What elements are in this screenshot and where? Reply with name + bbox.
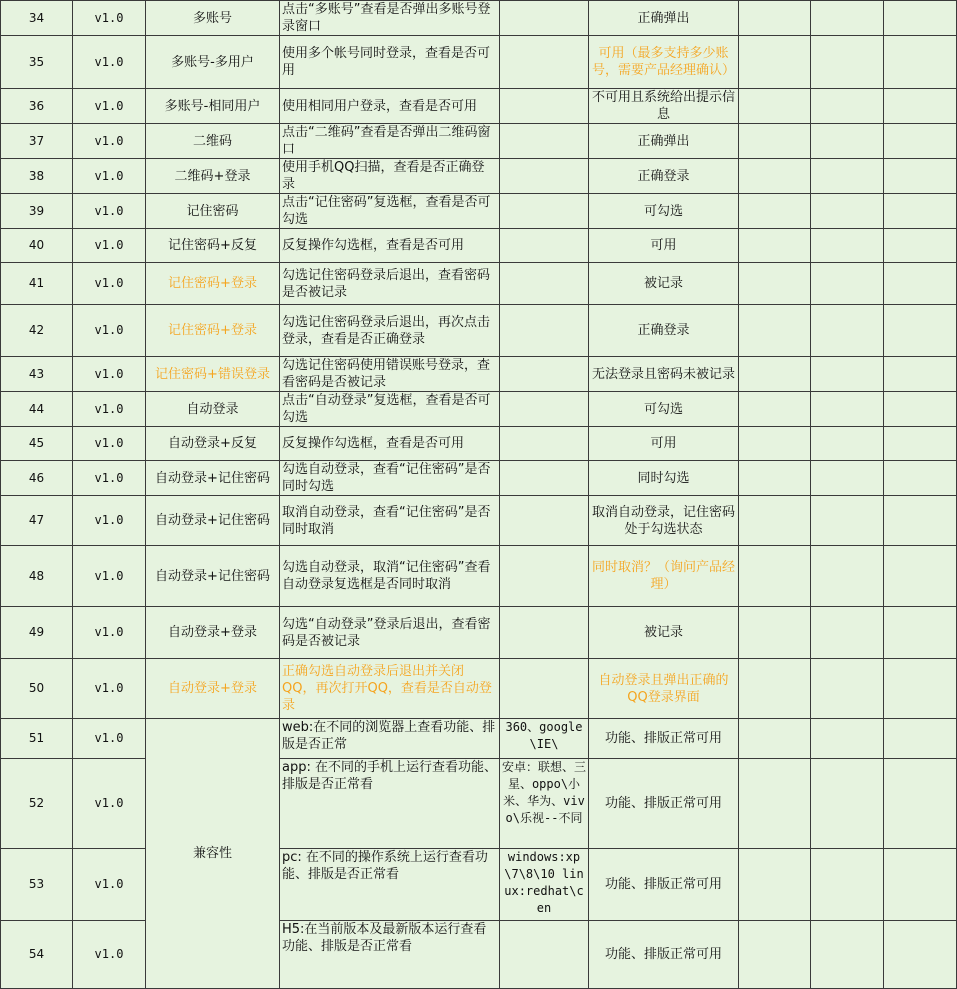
expected-result-cell: 被记录 bbox=[589, 263, 739, 305]
test-description-cell: 使用相同用户登录，查看是否可用 bbox=[280, 89, 500, 124]
test-item-cell: 自动登录+记住密码 bbox=[146, 546, 280, 607]
version-cell: v1.0 bbox=[73, 263, 146, 305]
empty-cell bbox=[739, 392, 811, 427]
environment-cell bbox=[500, 124, 589, 159]
table-row bbox=[1, 461, 957, 496]
test-item-cell: 自动登录 bbox=[146, 392, 280, 427]
version-cell: v1.0 bbox=[73, 607, 146, 659]
test-description-cell: 点击“记住密码”复选框，查看是否可勾选 bbox=[280, 194, 500, 229]
empty-cell bbox=[884, 921, 957, 989]
empty-cell bbox=[739, 461, 811, 496]
empty-cell bbox=[739, 194, 811, 229]
test-description-cell: 使用手机QQ扫描，查看是否正确登录 bbox=[280, 159, 500, 194]
test-item-cell: 二维码+登录 bbox=[146, 159, 280, 194]
expected-result-cell: 正确登录 bbox=[589, 159, 739, 194]
test-description-cell: 勾选自动登录，查看“记住密码”是否同时勾选 bbox=[280, 461, 500, 496]
empty-cell bbox=[739, 921, 811, 989]
environment-cell bbox=[500, 229, 589, 263]
version-cell: v1.0 bbox=[73, 719, 146, 759]
version-cell: v1.0 bbox=[73, 305, 146, 357]
table-row bbox=[1, 719, 957, 759]
case-number-cell: 44 bbox=[1, 392, 73, 427]
test-description-cell: 点击“自动登录”复选框，查看是否可勾选 bbox=[280, 392, 500, 427]
case-number-cell: 40 bbox=[1, 229, 73, 263]
empty-cell bbox=[811, 921, 884, 989]
test-description-cell: 使用多个帐号同时登录，查看是否可用 bbox=[280, 36, 500, 89]
environment-cell bbox=[500, 357, 589, 392]
environment-cell bbox=[500, 427, 589, 461]
expected-result-cell: 自动登录且弹出正确的QQ登录界面 bbox=[589, 659, 739, 719]
table-row bbox=[1, 607, 957, 659]
empty-cell bbox=[811, 229, 884, 263]
case-number-cell: 53 bbox=[1, 849, 73, 921]
table-row bbox=[1, 659, 957, 719]
case-number-cell: 49 bbox=[1, 607, 73, 659]
test-item-cell: 记住密码+登录 bbox=[146, 305, 280, 357]
empty-cell bbox=[811, 124, 884, 159]
expected-result-cell: 无法登录且密码未被记录 bbox=[589, 357, 739, 392]
case-number-cell: 46 bbox=[1, 461, 73, 496]
environment-cell: 安卓：联想、三星、oppo\小米、华为、vivo\乐视--不同 bbox=[500, 759, 589, 849]
environment-cell: 360、google\IE\ bbox=[500, 719, 589, 759]
version-cell: v1.0 bbox=[73, 229, 146, 263]
empty-cell bbox=[811, 194, 884, 229]
table-row bbox=[1, 1, 957, 36]
empty-cell bbox=[739, 759, 811, 849]
expected-result-cell: 正确登录 bbox=[589, 305, 739, 357]
empty-cell bbox=[739, 719, 811, 759]
case-number-cell: 34 bbox=[1, 1, 73, 36]
test-item-cell: 自动登录+登录 bbox=[146, 659, 280, 719]
empty-cell bbox=[739, 849, 811, 921]
version-cell: v1.0 bbox=[73, 759, 146, 849]
empty-cell bbox=[811, 427, 884, 461]
empty-cell bbox=[739, 659, 811, 719]
empty-cell bbox=[884, 229, 957, 263]
case-number-cell: 42 bbox=[1, 305, 73, 357]
empty-cell bbox=[811, 357, 884, 392]
environment-cell bbox=[500, 194, 589, 229]
table-row bbox=[1, 124, 957, 159]
empty-cell bbox=[739, 159, 811, 194]
expected-result-cell: 可勾选 bbox=[589, 194, 739, 229]
version-cell: v1.0 bbox=[73, 159, 146, 194]
empty-cell bbox=[884, 546, 957, 607]
empty-cell bbox=[739, 1, 811, 36]
empty-cell bbox=[884, 357, 957, 392]
expected-result-cell: 正确弹出 bbox=[589, 1, 739, 36]
test-item-cell: 二维码 bbox=[146, 124, 280, 159]
table-row bbox=[1, 392, 957, 427]
table-row bbox=[1, 759, 957, 849]
environment-cell bbox=[500, 461, 589, 496]
test-item-cell: 多账号-相同用户 bbox=[146, 89, 280, 124]
test-item-cell: 兼容性 bbox=[146, 719, 280, 989]
empty-cell bbox=[811, 263, 884, 305]
test-description-cell: 反复操作勾选框，查看是否可用 bbox=[280, 427, 500, 461]
version-cell: v1.0 bbox=[73, 357, 146, 392]
table-row bbox=[1, 89, 957, 124]
table-row bbox=[1, 263, 957, 305]
case-number-cell: 39 bbox=[1, 194, 73, 229]
test-item-cell: 自动登录+反复 bbox=[146, 427, 280, 461]
empty-cell bbox=[884, 194, 957, 229]
empty-cell bbox=[884, 159, 957, 194]
version-cell: v1.0 bbox=[73, 89, 146, 124]
case-number-cell: 37 bbox=[1, 124, 73, 159]
environment-cell bbox=[500, 546, 589, 607]
expected-result-cell: 同时取消？（询问产品经理） bbox=[589, 546, 739, 607]
table-row bbox=[1, 496, 957, 546]
version-cell: v1.0 bbox=[73, 659, 146, 719]
empty-cell bbox=[739, 607, 811, 659]
environment-cell bbox=[500, 89, 589, 124]
test-item-cell: 记住密码+登录 bbox=[146, 263, 280, 305]
table-row bbox=[1, 357, 957, 392]
test-description-cell: 勾选自动登录，取消“记住密码”查看自动登录复选框是否同时取消 bbox=[280, 546, 500, 607]
expected-result-cell: 取消自动登录，记住密码处于勾选状态 bbox=[589, 496, 739, 546]
expected-result-cell: 功能、排版正常可用 bbox=[589, 849, 739, 921]
test-description-cell: pc: 在不同的操作系统上运行查看功能、排版是否正常看 bbox=[280, 849, 500, 921]
environment-cell bbox=[500, 159, 589, 194]
empty-cell bbox=[811, 89, 884, 124]
table-row bbox=[1, 427, 957, 461]
environment-cell bbox=[500, 305, 589, 357]
empty-cell bbox=[884, 607, 957, 659]
case-number-cell: 47 bbox=[1, 496, 73, 546]
version-cell: v1.0 bbox=[73, 921, 146, 989]
expected-result-cell: 不可用且系统给出提示信息 bbox=[589, 89, 739, 124]
empty-cell bbox=[739, 427, 811, 461]
empty-cell bbox=[884, 849, 957, 921]
environment-cell: windows:xp\7\8\10 linux:redhat\cen bbox=[500, 849, 589, 921]
empty-cell bbox=[811, 759, 884, 849]
environment-cell bbox=[500, 392, 589, 427]
version-cell: v1.0 bbox=[73, 461, 146, 496]
test-description-cell: 反复操作勾选框，查看是否可用 bbox=[280, 229, 500, 263]
version-cell: v1.0 bbox=[73, 36, 146, 89]
test-description-cell: 勾选记住密码使用错误账号登录，查看密码是否被记录 bbox=[280, 357, 500, 392]
empty-cell bbox=[884, 305, 957, 357]
expected-result-cell: 可用 bbox=[589, 427, 739, 461]
case-number-cell: 43 bbox=[1, 357, 73, 392]
table-row bbox=[1, 849, 957, 921]
empty-cell bbox=[811, 305, 884, 357]
empty-cell bbox=[739, 357, 811, 392]
expected-result-cell: 可勾选 bbox=[589, 392, 739, 427]
empty-cell bbox=[811, 849, 884, 921]
test-description-cell: 点击“多账号”查看是否弹出多账号登录窗口 bbox=[280, 1, 500, 36]
empty-cell bbox=[739, 263, 811, 305]
table-row bbox=[1, 194, 957, 229]
expected-result-cell: 可用（最多支持多少账号，需要产品经理确认） bbox=[589, 36, 739, 89]
expected-result-cell: 同时勾选 bbox=[589, 461, 739, 496]
test-description-cell: 勾选记住密码登录后退出，再次点击登录，查看是否正确登录 bbox=[280, 305, 500, 357]
empty-cell bbox=[884, 427, 957, 461]
environment-cell bbox=[500, 263, 589, 305]
version-cell: v1.0 bbox=[73, 427, 146, 461]
empty-cell bbox=[811, 461, 884, 496]
table-row bbox=[1, 159, 957, 194]
empty-cell bbox=[811, 1, 884, 36]
test-item-cell: 记住密码+错误登录 bbox=[146, 357, 280, 392]
test-description-cell: H5:在当前版本及最新版本运行查看功能、排版是否正常看 bbox=[280, 921, 500, 989]
test-item-cell: 记住密码+反复 bbox=[146, 229, 280, 263]
case-number-cell: 50 bbox=[1, 659, 73, 719]
expected-result-cell: 可用 bbox=[589, 229, 739, 263]
table-row bbox=[1, 921, 957, 989]
empty-cell bbox=[811, 392, 884, 427]
case-number-cell: 48 bbox=[1, 546, 73, 607]
case-number-cell: 35 bbox=[1, 36, 73, 89]
test-description-cell: app: 在不同的手机上运行查看功能、排版是否正常看 bbox=[280, 759, 500, 849]
empty-cell bbox=[739, 496, 811, 546]
environment-cell bbox=[500, 36, 589, 89]
version-cell: v1.0 bbox=[73, 849, 146, 921]
test-item-cell: 自动登录+记住密码 bbox=[146, 496, 280, 546]
empty-cell bbox=[884, 659, 957, 719]
empty-cell bbox=[739, 89, 811, 124]
test-item-cell: 自动登录+记住密码 bbox=[146, 461, 280, 496]
environment-cell bbox=[500, 921, 589, 989]
environment-cell bbox=[500, 496, 589, 546]
empty-cell bbox=[811, 546, 884, 607]
empty-cell bbox=[884, 719, 957, 759]
empty-cell bbox=[811, 659, 884, 719]
empty-cell bbox=[811, 36, 884, 89]
test-item-cell: 记住密码 bbox=[146, 194, 280, 229]
case-number-cell: 41 bbox=[1, 263, 73, 305]
expected-result-cell: 功能、排版正常可用 bbox=[589, 719, 739, 759]
case-number-cell: 36 bbox=[1, 89, 73, 124]
empty-cell bbox=[811, 607, 884, 659]
empty-cell bbox=[884, 759, 957, 849]
test-description-cell: 取消自动登录，查看“记住密码”是否同时取消 bbox=[280, 496, 500, 546]
test-description-cell: web:在不同的浏览器上查看功能、排版是否正常 bbox=[280, 719, 500, 759]
table-row bbox=[1, 305, 957, 357]
test-description-cell: 点击“二维码”查看是否弹出二维码窗口 bbox=[280, 124, 500, 159]
version-cell: v1.0 bbox=[73, 1, 146, 36]
test-item-cell: 多账号-多用户 bbox=[146, 36, 280, 89]
version-cell: v1.0 bbox=[73, 392, 146, 427]
empty-cell bbox=[884, 263, 957, 305]
case-number-cell: 45 bbox=[1, 427, 73, 461]
empty-cell bbox=[811, 159, 884, 194]
environment-cell bbox=[500, 1, 589, 36]
version-cell: v1.0 bbox=[73, 496, 146, 546]
empty-cell bbox=[884, 89, 957, 124]
empty-cell bbox=[739, 229, 811, 263]
empty-cell bbox=[811, 496, 884, 546]
empty-cell bbox=[739, 305, 811, 357]
empty-cell bbox=[739, 36, 811, 89]
expected-result-cell: 被记录 bbox=[589, 607, 739, 659]
table-row bbox=[1, 229, 957, 263]
case-number-cell: 54 bbox=[1, 921, 73, 989]
empty-cell bbox=[884, 496, 957, 546]
empty-cell bbox=[884, 461, 957, 496]
test-item-cell: 自动登录+登录 bbox=[146, 607, 280, 659]
environment-cell bbox=[500, 607, 589, 659]
empty-cell bbox=[739, 124, 811, 159]
empty-cell bbox=[884, 36, 957, 89]
version-cell: v1.0 bbox=[73, 546, 146, 607]
empty-cell bbox=[884, 1, 957, 36]
empty-cell bbox=[739, 546, 811, 607]
test-item-cell: 多账号 bbox=[146, 1, 280, 36]
version-cell: v1.0 bbox=[73, 124, 146, 159]
test-description-cell: 勾选“自动登录”登录后退出，查看密码是否被记录 bbox=[280, 607, 500, 659]
expected-result-cell: 功能、排版正常可用 bbox=[589, 921, 739, 989]
test-description-cell: 正确勾选自动登录后退出并关闭QQ，再次打开QQ，查看是否自动登录 bbox=[280, 659, 500, 719]
version-cell: v1.0 bbox=[73, 194, 146, 229]
table-row bbox=[1, 546, 957, 607]
table-row bbox=[1, 36, 957, 89]
empty-cell bbox=[811, 719, 884, 759]
environment-cell bbox=[500, 659, 589, 719]
empty-cell bbox=[884, 124, 957, 159]
expected-result-cell: 功能、排版正常可用 bbox=[589, 759, 739, 849]
expected-result-cell: 正确弹出 bbox=[589, 124, 739, 159]
case-number-cell: 52 bbox=[1, 759, 73, 849]
table-body bbox=[1, 1, 957, 989]
case-number-cell: 38 bbox=[1, 159, 73, 194]
case-number-cell: 51 bbox=[1, 719, 73, 759]
test-description-cell: 勾选记住密码登录后退出，查看密码是否被记录 bbox=[280, 263, 500, 305]
empty-cell bbox=[884, 392, 957, 427]
